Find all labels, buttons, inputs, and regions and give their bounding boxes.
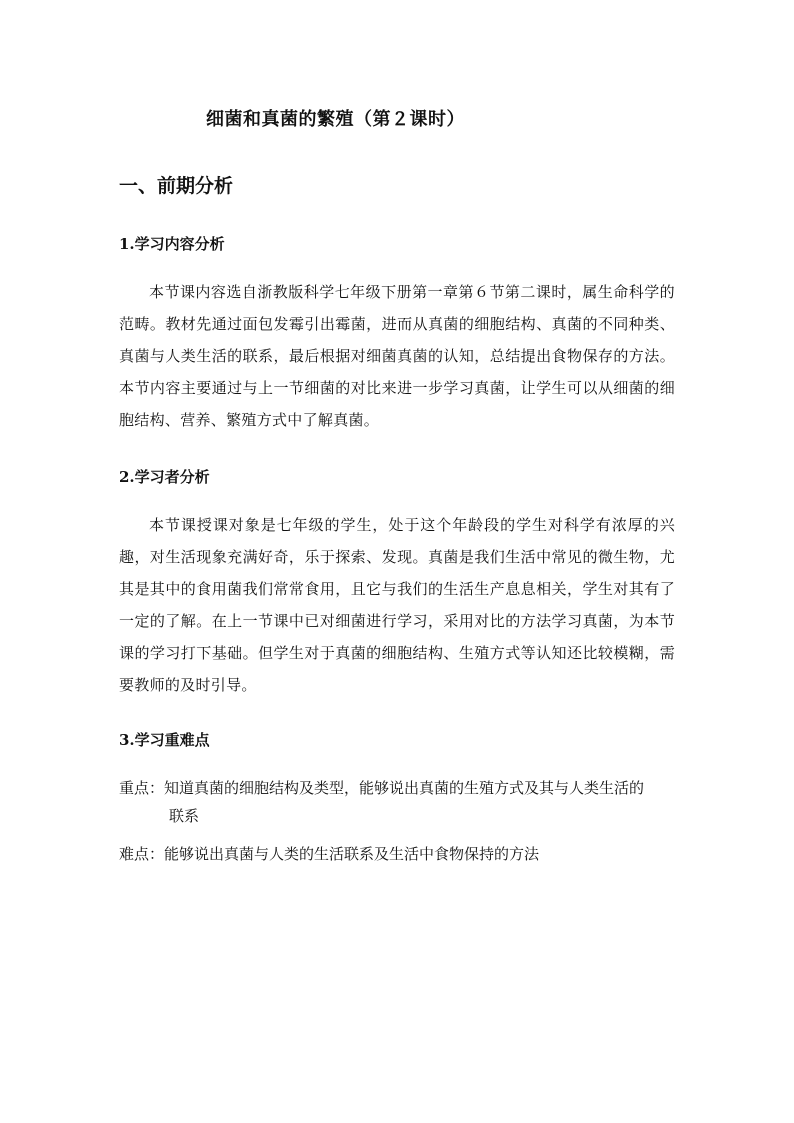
paragraph-learning-content: 本节课内容选自浙教版科学七年级下册第一章第６节第二课时，属生命科学的范畴。教材先通过面包发霉引出霉菌，进而从真菌的细胞结构、真菌的不同种类、真菌与人类生活的联系，最后根据对细菌真菌的认知，总结提出食物保存的方法。本节内容主要通过与上一节细菌的对比来进一步学习真菌，让学生可以从细菌的细胞结构、营养、繁殖方式中了解真菌。: [119, 283, 675, 429]
document-title: 细菌和真菌的繁殖（第２课时）: [206, 109, 465, 130]
subheading-key-difficult-points: 3.学习重难点: [119, 731, 210, 749]
difficult-point-line: 难点：能够说出真菌与人类的生活联系及生活中食物保持的方法: [119, 845, 540, 863]
key-point-continuation: 联系: [169, 807, 200, 825]
section-heading-preliminary-analysis: 一、前期分析: [119, 175, 234, 197]
subheading-learner-analysis: 2.学习者分析: [119, 468, 210, 486]
paragraph-learner-analysis: 本节课授课对象是七年级的学生，处于这个年龄段的学生对科学有浓厚的兴趣，对生活现象充满好奇，乐于探索、发现。真菌是我们生活中常见的微生物，尤其是其中的食用菌我们常常食用，且它与我们的生活生产息息相关，学生对其有了一定的了解。在上一节课中已对细菌进行学习，采用对比的方法学习真菌，为本节课的学习打下基础。但学生对于真菌的细胞结构、生殖方式等认知还比较模糊，需要教师的及时引导。: [119, 516, 675, 694]
subheading-learning-content-analysis: 1.学习内容分析: [119, 235, 225, 253]
key-point-line: 重点：知道真菌的细胞结构及类型，能够说出真菌的生殖方式及其与人类生活的: [119, 779, 645, 797]
